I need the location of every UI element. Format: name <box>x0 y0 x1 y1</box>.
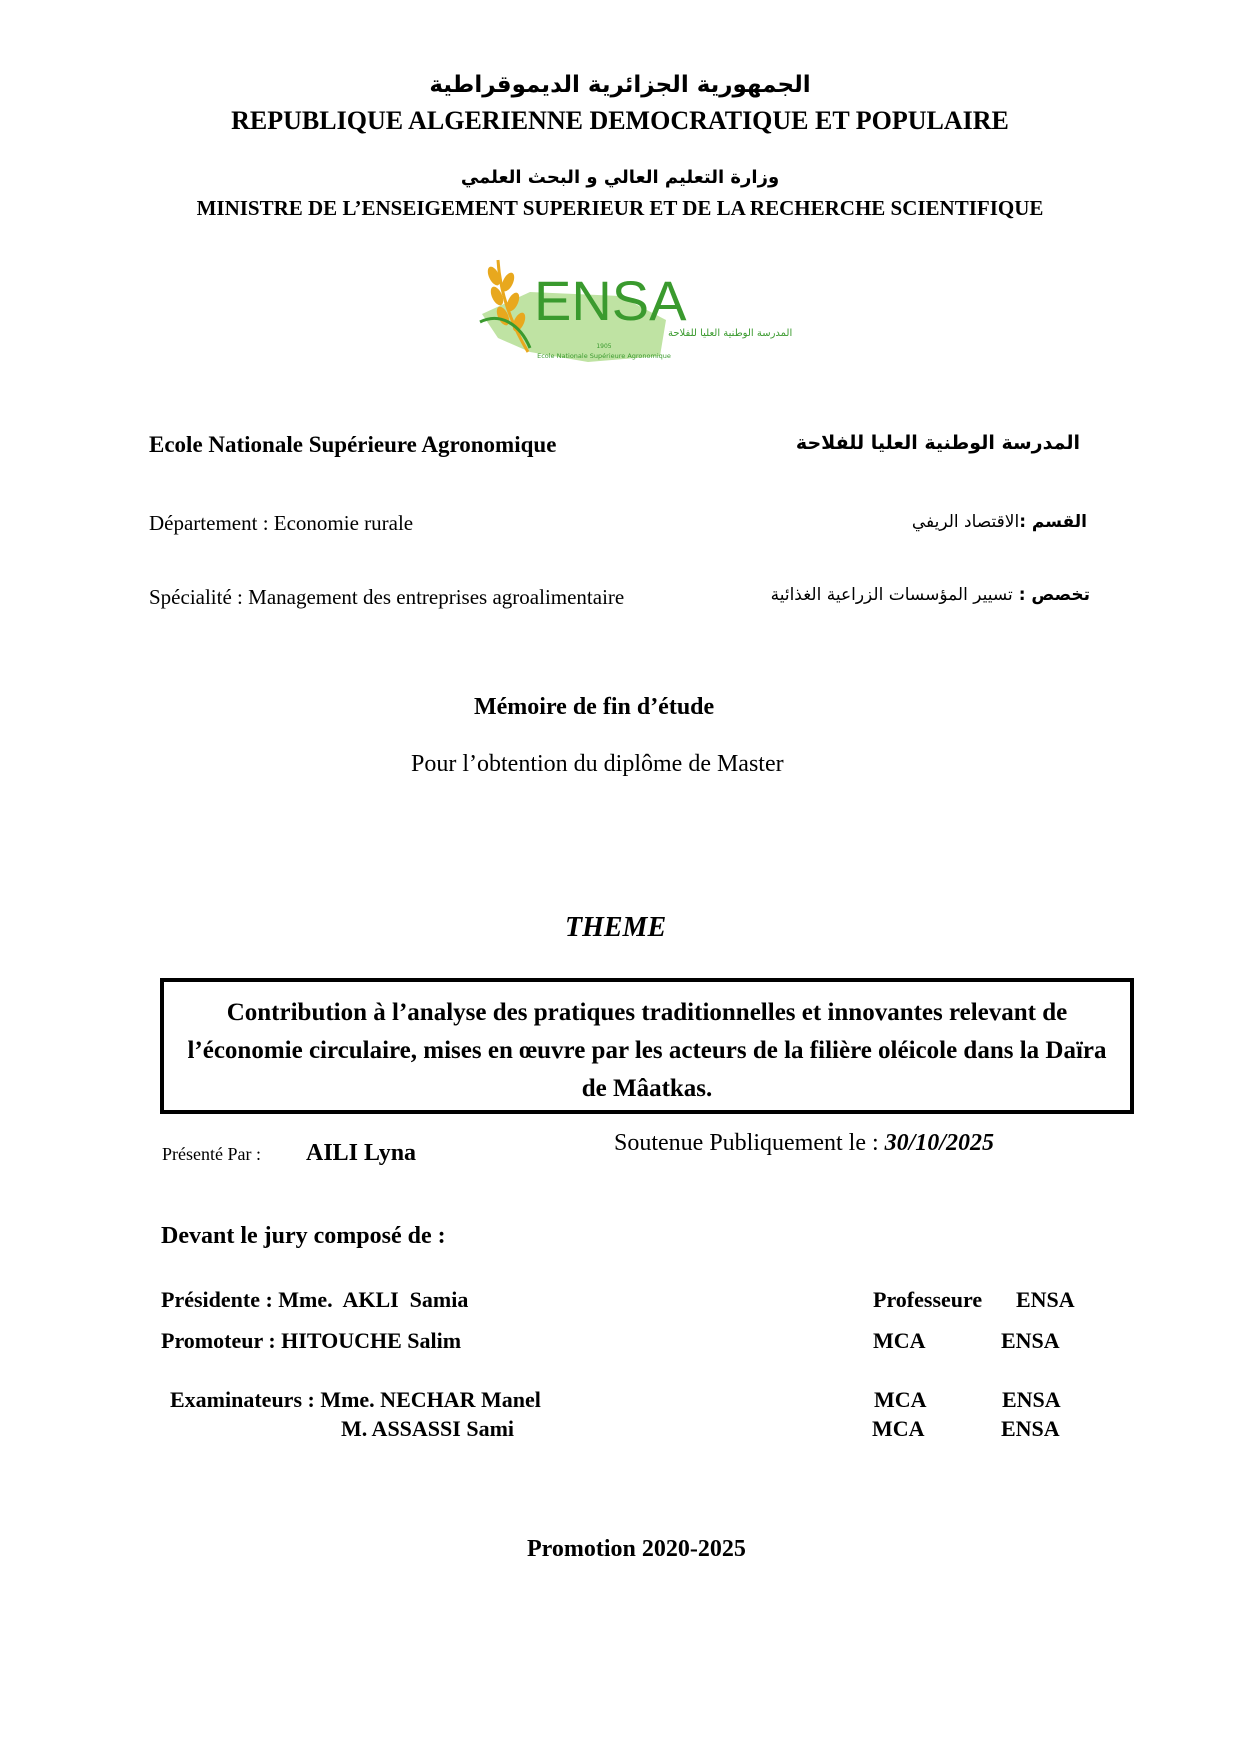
promotion: Promotion 2020-2025 <box>527 1536 746 1562</box>
jury-member-institution: ENSA <box>1001 1328 1060 1353</box>
speciality-value: Management des entreprises agroalimentaire <box>248 585 625 609</box>
logo-name-arabic: المدرسة الوطنية العليا للفلاحة <box>668 328 793 339</box>
memoire-subtitle: Pour l’obtention du diplôme de Master <box>411 751 784 777</box>
theme-text: Contribution à l’analyse des pratiques traditionnelles et innovantes relevant de l’économie circulaire, mises en œuvre par les acteurs de la filière oléicole dans la Daïra de Mâatkas. <box>187 999 1107 1102</box>
department-value-arabic: الاقتصاد الريفي <box>911 512 1020 532</box>
school-name-arabic: المدرسة الوطنية العليا للفلاحة <box>795 432 1080 454</box>
theme-label: THEME <box>565 912 667 943</box>
republic-arabic: الجمهورية الجزائرية الديموقراطية <box>429 72 811 98</box>
defense-info <box>614 1130 994 1157</box>
defense-label: Soutenue Publiquement le : <box>614 1130 885 1156</box>
theme-box <box>160 978 1134 1114</box>
department-value: Economie rurale <box>273 511 414 535</box>
defense-date: 30/10/2025 <box>884 1130 994 1156</box>
department-french <box>149 511 413 536</box>
jury-role: Examinateurs : <box>170 1387 321 1412</box>
jury-member-name: HITOUCHE Salim <box>281 1328 462 1353</box>
jury-member-grade: MCA <box>874 1387 927 1412</box>
logo-name-french: Ecole Nationale Supérieure Agronomique <box>537 352 671 360</box>
jury-member-institution: ENSA <box>1016 1287 1075 1312</box>
memoire-title: Mémoire de fin d’étude <box>474 694 715 720</box>
speciality-label: Spécialité : <box>149 585 249 609</box>
jury-role: Présidente : <box>161 1287 279 1312</box>
jury-role: Promoteur : <box>161 1328 282 1353</box>
speciality-value-arabic: تسيير المؤسسات الزراعية الغذائية <box>770 585 1013 605</box>
jury-member-name: M. ASSASSI Sami <box>341 1416 515 1441</box>
speciality-label-arabic: تخصص : <box>1012 585 1090 605</box>
jury-member-grade: Professeure <box>873 1287 983 1312</box>
jury-member-institution: ENSA <box>1002 1387 1061 1412</box>
presented-by-label: Présenté Par : <box>162 1144 261 1164</box>
jury-member-institution: ENSA <box>1001 1416 1060 1441</box>
jury-member-grade: MCA <box>872 1416 925 1441</box>
school-name-french: Ecole Nationale Supérieure Agronomique <box>149 432 557 457</box>
department-label-arabic: القسم : <box>1019 512 1087 532</box>
ministry-french: MINISTRE DE L’ENSEIGEMENT SUPERIEUR ET DE LA RECHERCHE SCIENTIFIQUE <box>196 196 1044 220</box>
jury-member-row <box>170 1387 541 1413</box>
logo-year: 1905 <box>596 343 612 350</box>
department-arabic <box>912 512 1087 532</box>
speciality-french <box>149 585 624 610</box>
student-name: AILI Lyna <box>306 1140 417 1166</box>
speciality-arabic <box>771 585 1090 605</box>
jury-heading: Devant le jury composé de : <box>161 1223 446 1249</box>
jury-member-grade: MCA <box>873 1328 926 1353</box>
jury-member-row <box>341 1416 514 1442</box>
jury-member-name: Mme. NECHAR Manel <box>320 1387 541 1412</box>
ensa-logo-graphic <box>470 252 793 370</box>
ministry-arabic: وزارة التعليم العالي و البحث العلمي <box>460 167 780 188</box>
jury-member-row <box>161 1287 468 1313</box>
department-label: Département : <box>149 511 274 535</box>
republic-french: REPUBLIQUE ALGERIENNE DEMOCRATIQUE ET POPULAIRE <box>231 106 1009 135</box>
jury-member-row <box>161 1328 461 1354</box>
ensa-logo <box>470 252 793 370</box>
jury-member-name: Mme. AKLI Samia <box>278 1287 469 1312</box>
logo-acronym: ENSA <box>534 269 687 332</box>
